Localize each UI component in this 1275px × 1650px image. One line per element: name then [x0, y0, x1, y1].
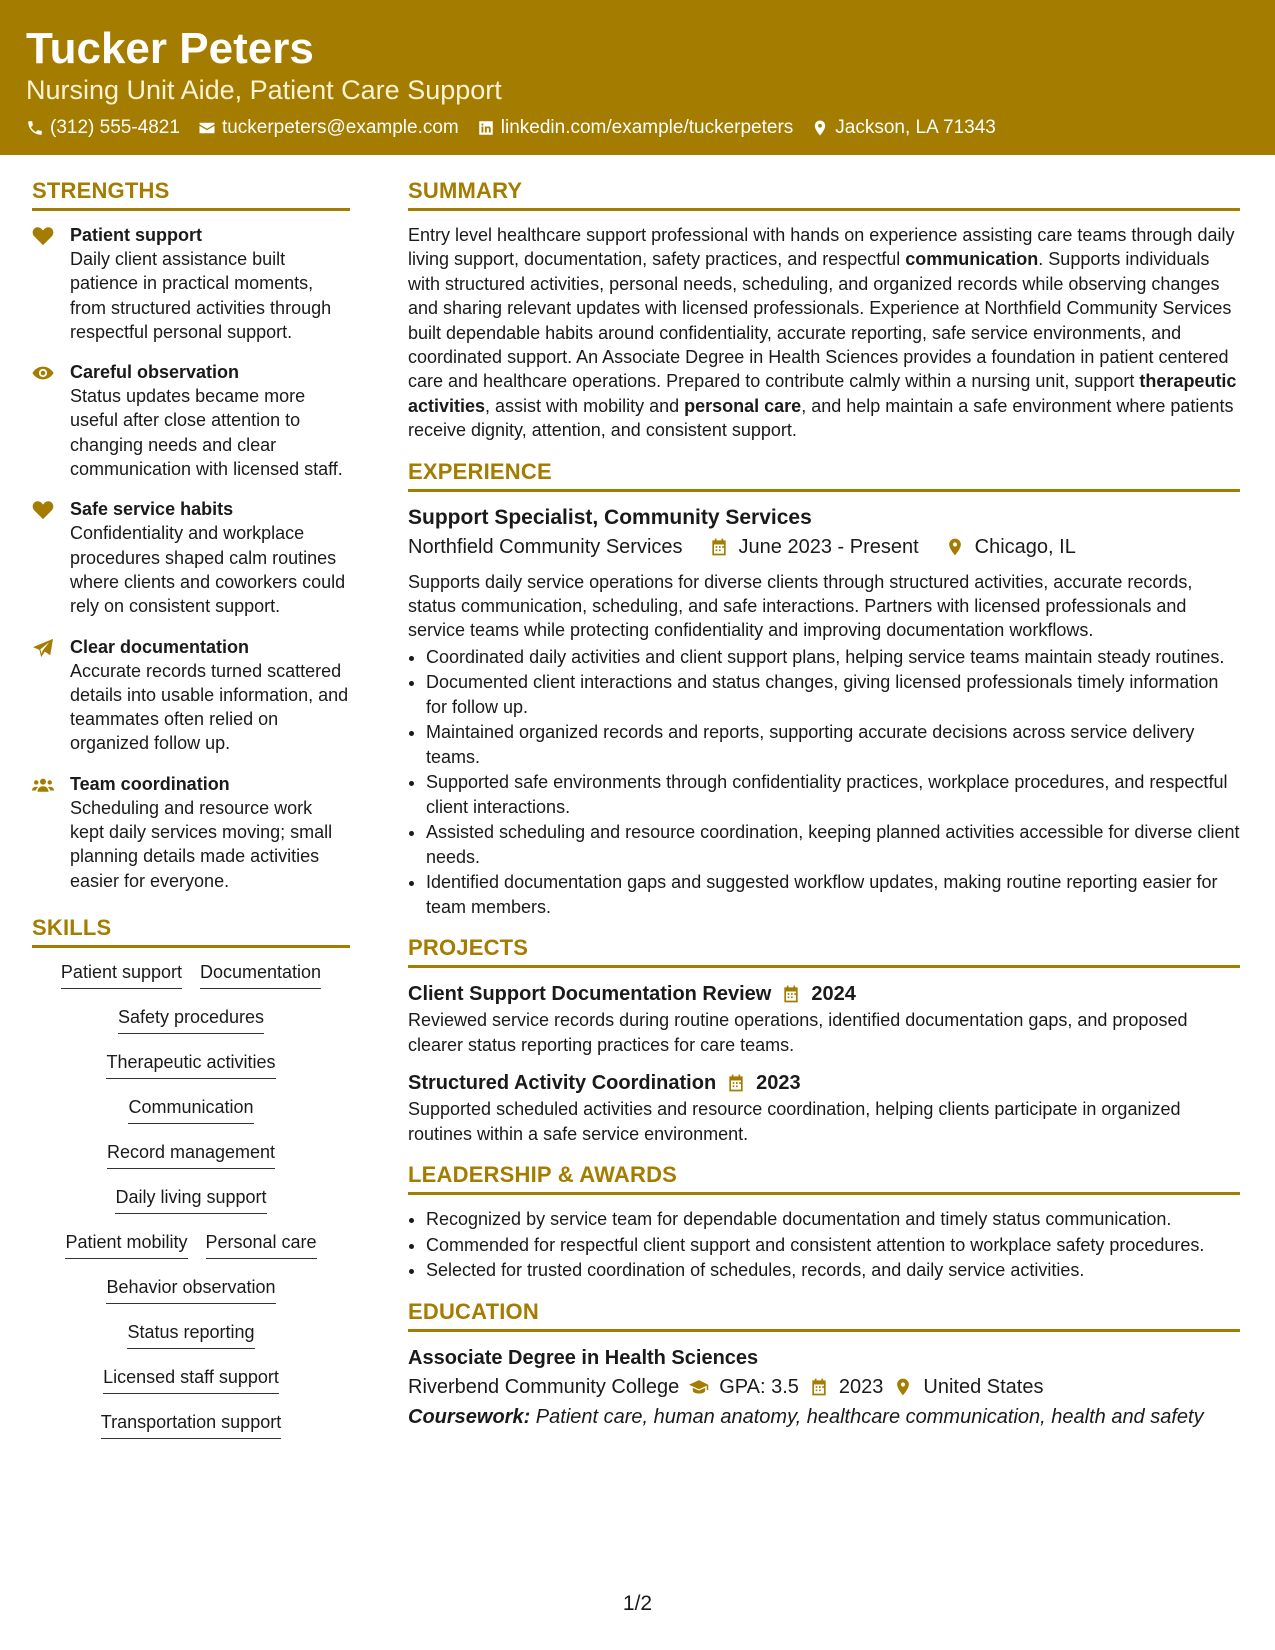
- experience-heading: EXPERIENCE: [408, 457, 1240, 492]
- strength-title: Safe service habits: [70, 499, 234, 520]
- calendar-icon: [726, 1073, 746, 1093]
- skill-tag: Personal care: [206, 1230, 317, 1259]
- calendar-icon: [709, 537, 729, 557]
- linkedin-icon: [477, 119, 495, 137]
- project-title: Client Support Documentation Review: [408, 983, 772, 1006]
- list-item: • Supported safe environments through confidentiality practices, workplace procedures, and respectful client interactions.: [426, 770, 1240, 819]
- strength-desc: Status updates became more useful after close attention to changing needs and clear communication with licensed staff.: [70, 386, 343, 480]
- contact-email[interactable]: [198, 114, 459, 142]
- phone-icon: [26, 119, 44, 137]
- strength-title: Patient support: [70, 225, 203, 245]
- contact-linkedin[interactable]: [477, 114, 794, 142]
- skill-tag: Record management: [107, 1140, 275, 1169]
- strength-desc: Scheduling and resource work kept daily services moving; small planning details made activities easier for everyone.: [70, 797, 333, 891]
- map-pin-icon: [893, 1377, 913, 1397]
- strength-desc: Confidentiality and workplace procedures shaped calm routines where clients and coworkers could rely on consistent support.: [70, 523, 346, 617]
- strength-item: [32, 360, 350, 481]
- strength-item: [32, 635, 350, 756]
- list-item: • Assisted scheduling and resource coordination, keeping planned activities accessible for diverse client needs.: [426, 820, 1240, 869]
- education-meta: [408, 1372, 1240, 1402]
- map-pin-icon: [945, 537, 965, 557]
- calendar-icon: [809, 1377, 829, 1397]
- summary-text: Entry level healthcare support professional with hands on experience assisting care teams through daily living support, documentation, safety practices, and respectful communication. Supports individuals with structured activities, personal needs, scheduling, and organized records while observing changes and sharing relevant updates with licensed professionals. Experience at Northfield Community Services built dependable habits around confidentiality, accurate reporting, safe service environments, and coordinated support. An Associate Degree in Health Sciences provides a foundation in patient centered care and healthcare operations. Prepared to contribute calmly within a nursing unit, support therapeutic activities, assist with mobility and personal care, and help maintain a safe environment where patients receive dignity, attention, and consistent support.: [408, 225, 1237, 441]
- list-item: • Maintained organized records and reports, supporting accurate decisions across service delivery teams.: [426, 720, 1240, 769]
- skill-tag: Patient mobility: [65, 1230, 187, 1259]
- skill-tag: Transportation support: [101, 1410, 281, 1439]
- strength-item: [32, 223, 350, 344]
- envelope-icon: [198, 119, 216, 137]
- skill-tag: Daily living support: [115, 1185, 266, 1214]
- summary-section: [408, 176, 1240, 443]
- right-column: [408, 176, 1240, 1446]
- leadership-bullets: [408, 1207, 1240, 1283]
- job-dates: June 2023 - Present: [738, 535, 919, 558]
- resume-header: [0, 0, 1275, 155]
- candidate-title: Nursing Unit Aide, Patient Care Support: [26, 75, 502, 105]
- page-number: 1/2: [622, 1592, 653, 1615]
- skill-tag: Therapeutic activities: [106, 1050, 275, 1079]
- coursework-label: Coursework:: [408, 1405, 531, 1428]
- strength-item: [32, 772, 350, 893]
- left-column: [32, 176, 350, 1455]
- coursework-text: Patient care, human anatomy, healthcare communication, health and safety: [530, 1405, 1204, 1428]
- job-meta: [408, 532, 1240, 562]
- list-item: • Recognized by service team for dependable documentation and timely status communication.: [426, 1207, 1240, 1231]
- degree-title: Associate Degree in Health Sciences: [408, 1346, 759, 1369]
- list-item: • Commended for respectful client support and consistent attention to workplace safety procedures.: [426, 1233, 1240, 1257]
- coursework: [408, 1402, 1240, 1432]
- contact-location-text: Jackson, LA 71343: [835, 117, 996, 138]
- users-icon: [32, 775, 54, 795]
- project-title: Structured Activity Coordination: [408, 1072, 717, 1095]
- skill-tag: Licensed staff support: [103, 1365, 279, 1394]
- skills-heading: SKILLS: [32, 913, 350, 948]
- paper-plane-icon: [32, 638, 54, 658]
- heart-icon: [32, 226, 54, 246]
- project-desc: Supported scheduled activities and resource coordination, helping clients participate in organized routines within a safe service environment.: [408, 1099, 1181, 1144]
- heart-icon: [32, 500, 54, 520]
- job-title: Support Specialist, Community Services: [408, 505, 812, 529]
- skill-tag: Documentation: [200, 960, 321, 989]
- contact-location: [811, 114, 996, 142]
- project-title-row: [408, 1069, 1240, 1097]
- candidate-name: Tucker Peters: [26, 24, 314, 73]
- strength-title: Careful observation: [70, 362, 240, 383]
- contact-linkedin-text: linkedin.com/example/tuckerpeters: [500, 117, 794, 138]
- skill-tag: Communication: [128, 1095, 253, 1124]
- project-title-row: [408, 980, 1240, 1008]
- projects-section: [408, 933, 1240, 1146]
- graduation-cap-icon: [689, 1377, 709, 1397]
- contact-phone[interactable]: [26, 114, 180, 142]
- graduation-year: 2023: [838, 1375, 884, 1398]
- job-company: Northfield Community Services: [408, 535, 683, 558]
- education-section: [408, 1297, 1240, 1432]
- project-year: 2023: [756, 1072, 801, 1095]
- project-desc: Reviewed service records during routine operations, identified documentation gaps, and proposed clearer status reporting practices for care teams.: [408, 1010, 1188, 1055]
- skill-tag: Behavior observation: [106, 1275, 275, 1304]
- school-name: Riverbend Community College: [408, 1375, 680, 1398]
- skill-tag: Safety procedures: [118, 1005, 264, 1034]
- skill-tag: Status reporting: [127, 1320, 254, 1349]
- leadership-heading: LEADERSHIP & AWARDS: [408, 1160, 1240, 1195]
- contact-email-text: tuckerpeters@example.com: [221, 117, 459, 138]
- strength-desc: Accurate records turned scattered details into usable information, and teammates often relied on organized follow up.: [70, 660, 349, 754]
- strengths-heading: STRENGTHS: [32, 176, 350, 211]
- list-item: • Identified documentation gaps and suggested workflow updates, making routine reporting easier for team members.: [426, 870, 1240, 919]
- experience-section: [408, 457, 1240, 920]
- job-location: Chicago, IL: [974, 535, 1076, 558]
- leadership-section: [408, 1160, 1240, 1283]
- strength-item: [32, 497, 350, 618]
- gpa: GPA: 3.5: [719, 1375, 799, 1398]
- skills-list: [32, 960, 350, 1455]
- strength-title: Clear documentation: [70, 636, 250, 657]
- calendar-icon: [781, 984, 801, 1004]
- list-item: • Coordinated daily activities and client support plans, helping service teams maintain steady routines.: [426, 645, 1240, 669]
- list-item: • Documented client interactions and status changes, giving licensed professionals timely information for follow up.: [426, 670, 1240, 719]
- job-bullets: [408, 645, 1240, 919]
- strength-desc: Daily client assistance built patience in practical moments, from structured activities through respectful personal support.: [70, 249, 332, 342]
- map-pin-icon: [811, 119, 829, 137]
- contact-phone-text: (312) 555-4821: [50, 117, 180, 138]
- education-heading: EDUCATION: [408, 1297, 1240, 1332]
- job-description: Supports daily service operations for diverse clients through structured activities, accurate records, status communication, scheduling, and safe interactions. Partners with licensed professionals and service teams while protecting confidentiality and improving documentation workflows.: [408, 571, 1193, 641]
- projects-heading: PROJECTS: [408, 933, 1240, 968]
- project-year: 2024: [811, 983, 856, 1006]
- skill-tag: Patient support: [61, 960, 182, 989]
- contact-list: [26, 114, 996, 142]
- strength-title: Team coordination: [70, 773, 230, 794]
- eye-icon: [32, 363, 54, 383]
- school-location: United States: [923, 1375, 1044, 1398]
- list-item: • Selected for trusted coordination of schedules, records, and daily service activities.: [426, 1258, 1240, 1282]
- summary-heading: SUMMARY: [408, 176, 1240, 211]
